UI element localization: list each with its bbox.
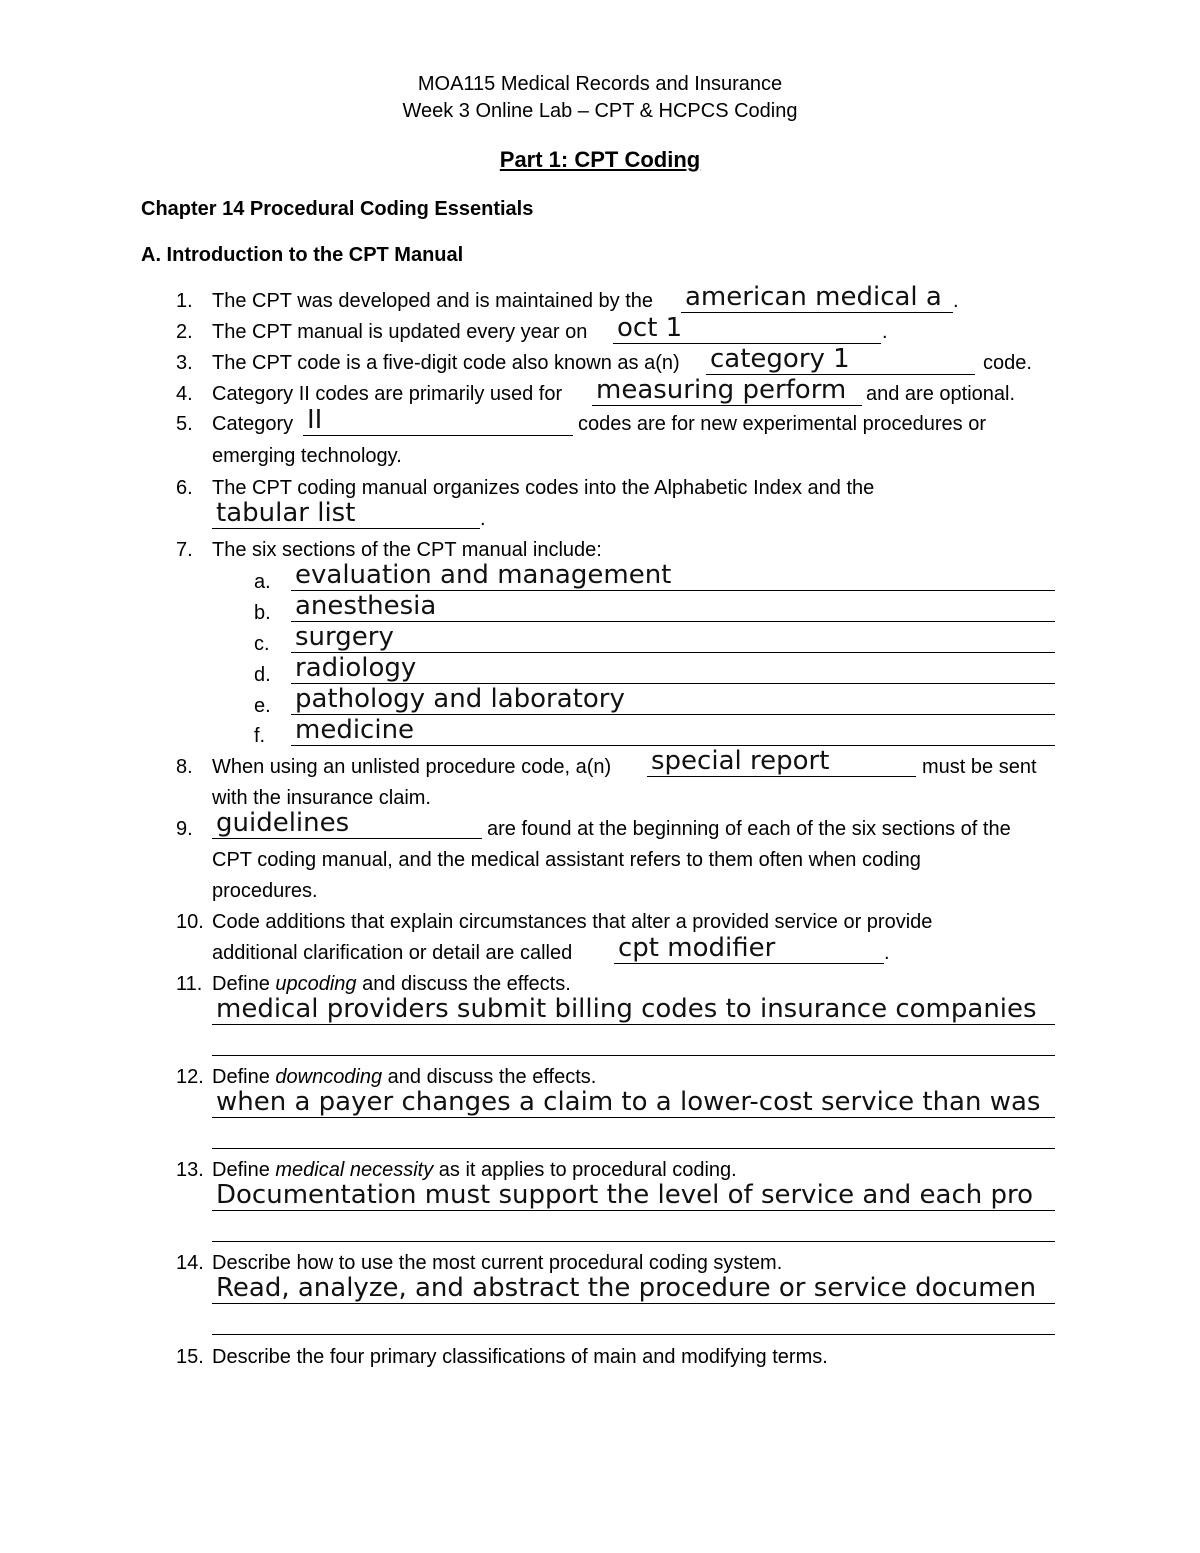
course-title: MOA115 Medical Records and Insurance [417,73,783,95]
q11-term: upcoding [275,973,357,995]
q11-answer[interactable]: medical providers submit billing codes to insurance companies [216,994,1037,1024]
q12-answer[interactable]: when a payer changes a claim to a lower-cost service than was [216,1087,1041,1117]
q5-text: Category [212,413,294,435]
q3-text: The CPT code is a five-digit code also known as a(n) [212,352,680,374]
q1-text: The CPT was developed and is maintained by the [212,290,654,312]
q6-text: The CPT coding manual organizes codes into the Alphabetic Index and the [212,477,875,499]
q10-text: Code additions that explain circumstances that alter a provided service or provide [212,911,933,933]
q5-answer[interactable]: II [307,405,323,435]
q4-blank-line [592,405,862,406]
q6-number: 6. [176,477,193,499]
q9-continued-2: procedures. [212,880,318,902]
q12-number: 12. [176,1066,204,1088]
q7-item-letter: d. [254,664,271,686]
q1-answer[interactable]: american medical a [685,282,942,312]
q14-answer[interactable]: Read, analyze, and abstract the procedure or service documen [216,1273,1037,1303]
q7-item-letter: f. [254,725,266,747]
q3-number: 3. [176,352,193,374]
q13-answer-line-2 [212,1241,1055,1242]
q15-text: Describe the four primary classifications of main and modifying terms. [212,1346,828,1368]
q4-text: Category II codes are primarily used for [212,383,563,405]
q13-answer-line-1 [212,1210,1055,1211]
q7-item-letter: a. [254,571,271,593]
q5-post: codes are for new experimental procedures or [578,413,986,435]
section-heading: A. Introduction to the CPT Manual [141,244,464,266]
q12-text: Define downcoding and discuss the effects. [212,1066,597,1088]
q11-answer-line-1 [212,1024,1055,1025]
q10-blank-line [614,963,884,964]
q6-blank-line [212,528,480,529]
q7-item-letter: e. [254,695,271,717]
q9-continued-1: CPT coding manual, and the medical assistant refers to them often when coding [212,849,921,871]
q6-answer[interactable]: tabular list [216,498,356,528]
q10-number: 10. [176,911,204,933]
q7-item-letter: c. [254,633,270,655]
q8-continued: with the insurance claim. [212,787,431,809]
q11-number: 11. [176,973,203,995]
q1-post: . [953,290,959,312]
q14-answer-line-2 [212,1334,1055,1335]
q2-answer[interactable]: oct 1 [617,313,683,343]
lab-title: Week 3 Online Lab – CPT & HCPCS Coding [402,100,798,122]
q7-item-answer[interactable]: anesthesia [295,591,437,621]
q14-text: Describe how to use the most current procedural coding system. [212,1252,783,1274]
q4-number: 4. [176,383,193,405]
q7-item-answer[interactable]: pathology and laboratory [295,684,625,714]
q13-term: medical necessity [275,1159,434,1181]
q2-text: The CPT manual is updated every year on [212,321,588,343]
q9-post: are found at the beginning of each of the six sections of the [487,818,1011,840]
q7-item-letter: b. [254,602,271,624]
q12-answer-line-2 [212,1148,1055,1149]
q7-item-answer[interactable]: medicine [295,715,415,745]
q5-continued: emerging technology. [212,445,402,467]
q4-post: and are optional. [866,383,1016,405]
q11-answer-line-2 [212,1055,1055,1056]
q7-item-answer[interactable]: surgery [295,622,394,652]
q9-answer[interactable]: guidelines [216,808,350,838]
q9-blank-line [212,838,482,839]
q9-number: 9. [176,818,193,840]
q8-text: When using an unlisted procedure code, a(n) [212,756,612,778]
q7-number: 7. [176,539,193,561]
q5-blank-line [303,435,573,436]
q13-number: 13. [176,1159,204,1181]
q8-answer[interactable]: special report [651,746,830,776]
q2-number: 2. [176,321,193,343]
q14-answer-line-1 [212,1303,1055,1304]
q10-post: . [884,942,890,964]
q4-answer[interactable]: measuring perform [596,375,847,405]
q13-text: Define medical necessity as it applies to procedural coding. [212,1159,737,1181]
q2-post: . [882,321,888,343]
q8-post: must be sent [922,756,1037,778]
q3-answer[interactable]: category 1 [710,344,850,374]
q5-number: 5. [176,413,193,435]
q1-number: 1. [176,290,193,312]
part-title: Part 1: CPT Coding [499,147,701,172]
q14-number: 14. [176,1252,204,1274]
q7-item-answer[interactable]: radiology [295,653,417,683]
q10-answer[interactable]: cpt modifier [618,933,776,963]
q12-term: downcoding [275,1066,383,1088]
q11-text: Define upcoding and discuss the effects. [212,973,571,995]
chapter-heading: Chapter 14 Procedural Coding Essentials [141,198,534,220]
q12-answer-line-1 [212,1117,1055,1118]
q8-number: 8. [176,756,193,778]
q6-post: . [480,508,486,530]
q3-post: code. [983,352,1032,374]
q8-blank-line [647,776,916,777]
q7-text: The six sections of the CPT manual include: [212,539,602,561]
q13-answer[interactable]: Documentation must support the level of service and each pro [216,1180,1034,1210]
q7-item-answer[interactable]: evaluation and management [295,560,672,590]
q10-text-2: additional clarification or detail are called [212,942,573,964]
q15-number: 15. [176,1346,204,1368]
